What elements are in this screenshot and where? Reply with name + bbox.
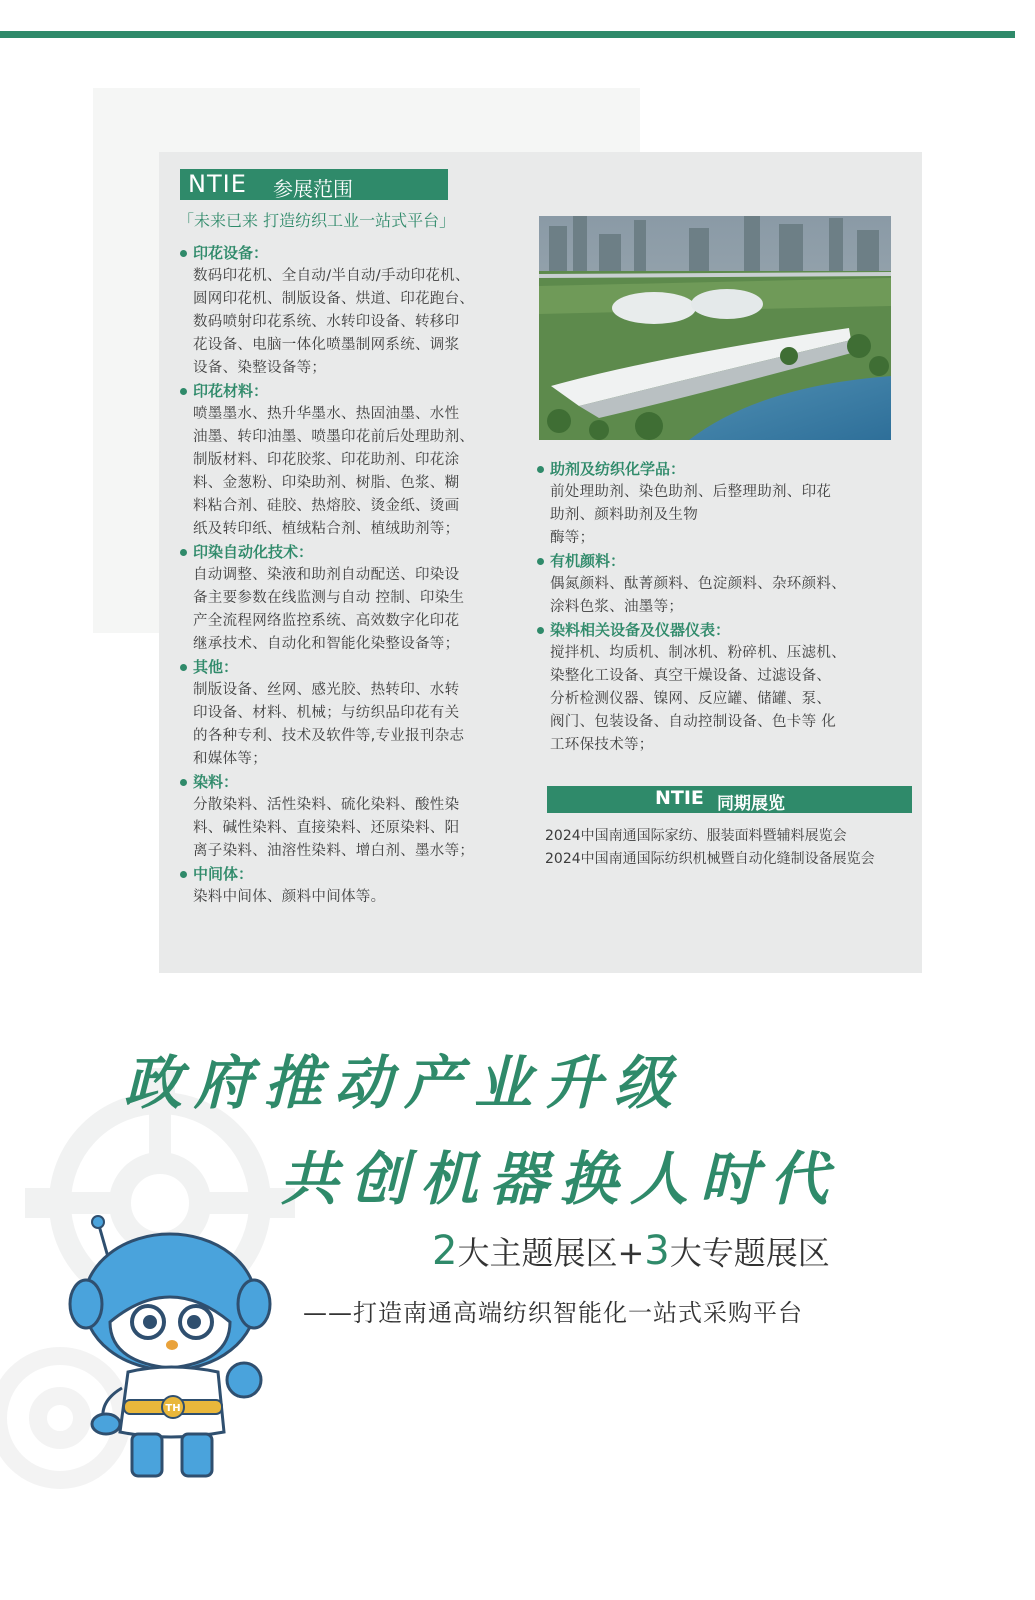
bullet-dot-icon: [537, 627, 544, 634]
category-line: 数码喷射印花系统、水转印设备、转移印: [193, 314, 460, 330]
concurrent-header: [547, 786, 912, 813]
headline-line-2: 共创机器换人时代: [280, 1145, 841, 1213]
category-line: 染料中间体、颜料中间体等。: [193, 889, 386, 905]
category-block: [179, 242, 519, 380]
category-body: [193, 564, 519, 656]
category-line: 的各种专利、技术及软件等,专业报刊杂志: [193, 728, 465, 744]
category-line: 搅拌机、均质机、制冰机、粉碎机、压滤机、: [550, 645, 846, 661]
zones-text-2: 大专题展区: [669, 1234, 830, 1272]
category-body: [193, 403, 519, 541]
bullet-dot-icon: [180, 664, 187, 671]
category-title: [550, 550, 902, 573]
right-category-column: [536, 458, 902, 757]
concurrent-list: [545, 825, 875, 871]
category-title-text: 中间体：: [193, 865, 254, 883]
category-line: 圆网印花机、制版设备、烘道、印花跑台、: [193, 291, 475, 307]
bullet-dot-icon: [180, 779, 187, 786]
category-block: [179, 771, 519, 863]
category-line: 前处理助剂、染色助剂、后整理助剂、印花: [550, 484, 832, 500]
zones-number-1: 2: [432, 1228, 458, 1274]
bullet-dot-icon: [180, 871, 187, 878]
category-block: [179, 380, 519, 541]
category-title-text: 其他：: [193, 658, 239, 676]
category-line: 喷墨墨水、热升华墨水、热固油墨、水性: [193, 406, 460, 422]
category-title: [193, 242, 519, 265]
category-title-text: 染料：: [193, 773, 239, 791]
category-body: [550, 642, 902, 757]
bullet-dot-icon: [537, 558, 544, 565]
category-line: 料粘合剂、硅胶、热熔胶、烫金纸、烫画: [193, 498, 460, 514]
concurrent-item: 2024中国南通国际家纺、服装面料暨辅料展览会: [545, 828, 847, 844]
category-title-text: 助剂及纺织化学品：: [550, 460, 686, 478]
venue-photo-illustration: [539, 216, 891, 440]
category-title: [193, 541, 519, 564]
bullet-dot-icon: [537, 466, 544, 473]
category-line: 染整化工设备、真空干燥设备、过滤设备、: [550, 668, 832, 684]
left-category-column: [179, 242, 519, 909]
category-body: [193, 886, 519, 909]
category-line: 制版设备、丝网、感光胶、热转印、水转: [193, 682, 460, 698]
zones-text-1: 大主题展区+: [457, 1234, 645, 1272]
category-line: 分散染料、活性染料、硫化染料、酸性染: [193, 797, 460, 813]
subline: ——打造南通高端纺织智能化一站式采购平台: [303, 1299, 803, 1327]
concurrent-header-brand: NTIE: [655, 787, 704, 809]
category-line: 阀门、包装设备、自动控制设备、色卡等 化: [550, 714, 837, 730]
category-line: 花设备、电脑一体化喷墨制网系统、调浆: [193, 337, 460, 353]
category-line: 涂料色浆、油墨等；: [550, 599, 684, 615]
category-line: 工环保技术等；: [550, 737, 654, 753]
mascot-belt-text: TH: [165, 1403, 181, 1414]
category-line: 印设备、材料、机械；与纺织品印花有关: [193, 705, 460, 721]
category-title: [193, 863, 519, 886]
category-block: [179, 656, 519, 771]
exhibit-panel: [159, 152, 922, 973]
category-line: 设备、染整设备等；: [193, 360, 327, 376]
zones-tagline: [432, 1228, 830, 1274]
category-title: [193, 656, 519, 679]
category-body: [550, 481, 902, 550]
category-title: [550, 619, 902, 642]
concurrent-header-title: 同期展览: [717, 794, 785, 814]
bullet-dot-icon: [180, 388, 187, 395]
category-body: [550, 573, 902, 619]
category-line: 料、金葱粉、印染助剂、树脂、色浆、糊: [193, 475, 460, 491]
robot-mascot-icon: [58, 1212, 278, 1492]
category-line: 制版材料、印花胶浆、印花助剂、印花涂: [193, 452, 460, 468]
range-slogan: 「未来已来 打造纺织工业一站式平台」: [178, 211, 456, 230]
category-line: 继承技术、自动化和智能化染整设备等；: [193, 636, 460, 652]
category-line: 离子染料、油溶性染料、增白剂、墨水等；: [193, 843, 475, 859]
category-line: 和媒体等；: [193, 751, 267, 767]
category-block: [536, 550, 902, 619]
category-body: [193, 679, 519, 771]
headline-line-1: 政府推动产业升级: [124, 1049, 685, 1117]
category-block: [536, 619, 902, 757]
category-title: [193, 771, 519, 794]
category-line: 纸及转印纸、植绒粘合剂、植绒助剂等；: [193, 521, 460, 537]
category-title-text: 印染自动化技术：: [193, 543, 314, 561]
category-body: [193, 265, 519, 380]
category-body: [193, 794, 519, 863]
category-line: 分析检测仪器、镍网、反应罐、储罐、泵、: [550, 691, 832, 707]
category-title-text: 有机颜料：: [550, 552, 626, 570]
category-title: [550, 458, 902, 481]
category-block: [536, 458, 902, 550]
range-header: [180, 169, 448, 200]
category-line: 酶等；: [550, 530, 595, 546]
venue-photo: [539, 216, 891, 440]
category-line: 自动调整、染液和助剂自动配送、印染设: [193, 567, 460, 583]
bullet-dot-icon: [180, 250, 187, 257]
category-line: 产全流程网络监控系统、高效数字化印花: [193, 613, 460, 629]
category-line: 偶氮颜料、酞菁颜料、色淀颜料、杂环颜料、: [550, 576, 846, 592]
zones-number-2: 3: [644, 1228, 670, 1274]
range-header-brand: NTIE: [188, 170, 247, 198]
top-accent-bar: [0, 31, 1015, 38]
category-line: 料、碱性染料、直接染料、还原染料、阳: [193, 820, 460, 836]
category-block: [179, 541, 519, 656]
range-header-title: 参展范围: [273, 177, 353, 201]
category-line: 备主要参数在线监测与自动 控制、印染生: [193, 590, 465, 606]
category-line: 助剂、颜料助剂及生物: [550, 507, 698, 523]
category-title-text: 印花材料：: [193, 382, 269, 400]
concurrent-item: 2024中国南通国际纺织机械暨自动化缝制设备展览会: [545, 851, 875, 867]
category-block: [179, 863, 519, 909]
category-title: [193, 380, 519, 403]
bullet-dot-icon: [180, 549, 187, 556]
category-title-text: 印花设备：: [193, 244, 269, 262]
category-line: 油墨、转印油墨、喷墨印花前后处理助剂、: [193, 429, 475, 445]
category-title-text: 染料相关设备及仪器仪表：: [550, 621, 731, 639]
category-line: 数码印花机、全自动/半自动/手动印花机、: [193, 268, 470, 284]
